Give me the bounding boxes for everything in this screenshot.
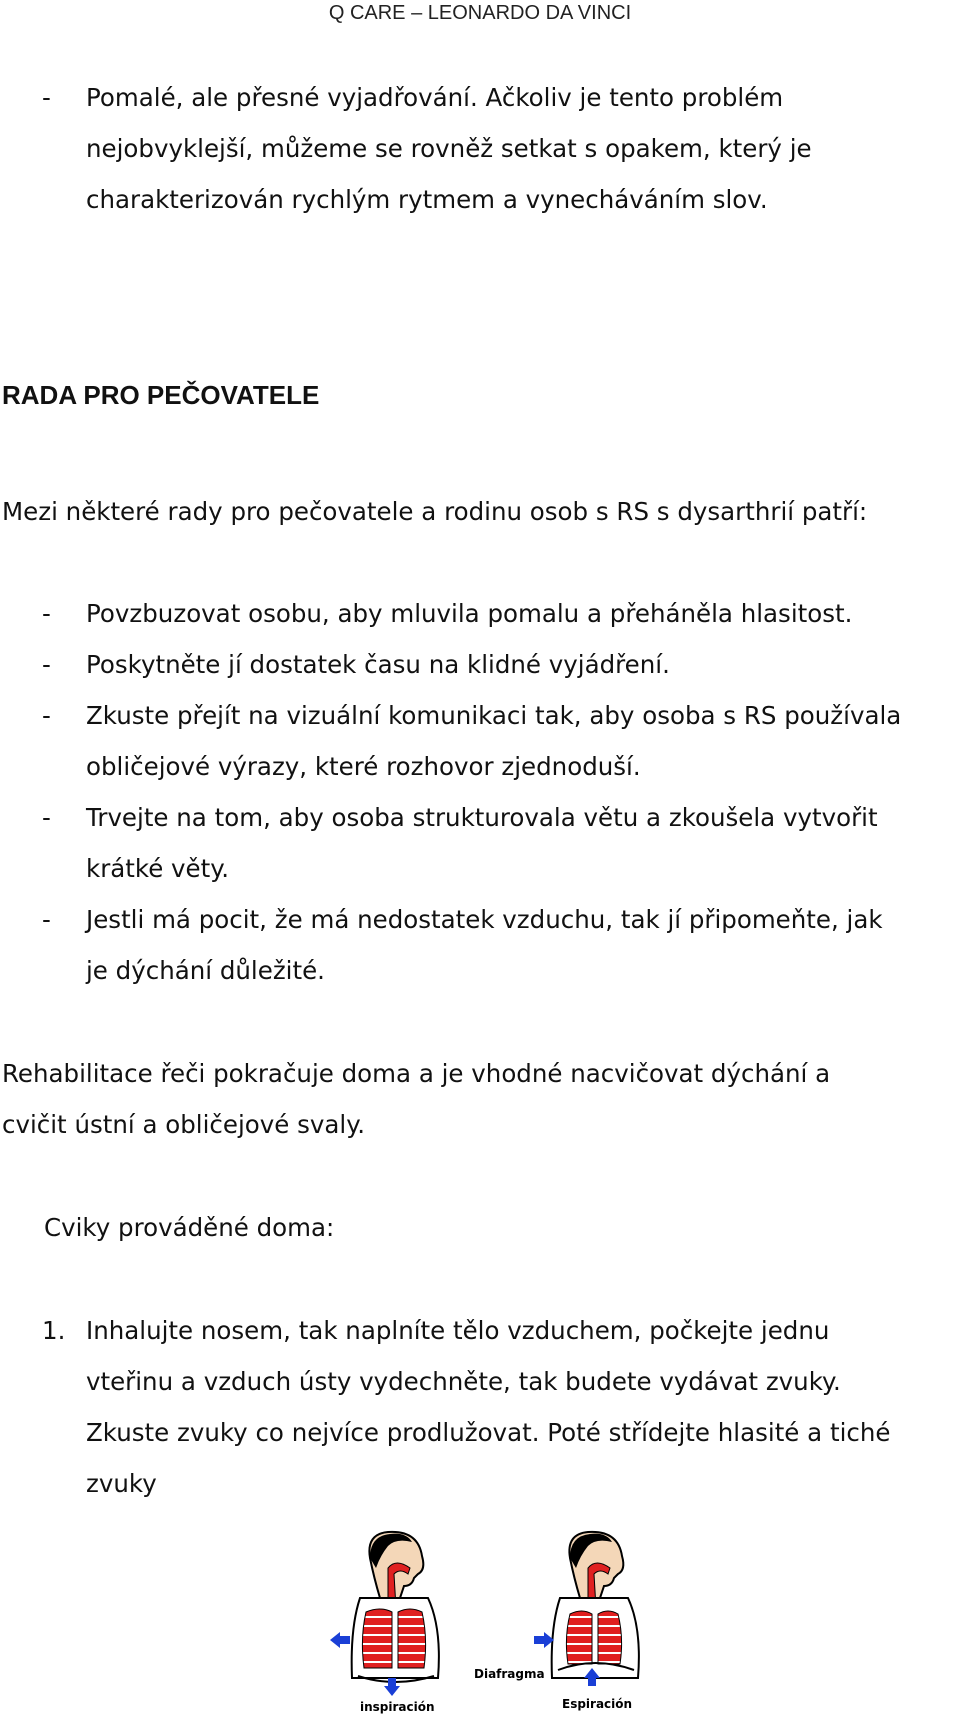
rehab-line-1: Rehabilitace řeči pokračuje doma a je vhodné nacvičovat dýchání a xyxy=(2,1059,831,1088)
breathing-illustration xyxy=(330,1528,730,1715)
tip-3-line-1: Zkuste přejít na vizuální komunikaci tak, aby osoba s RS používala xyxy=(86,701,902,730)
tip-2-line-1: Poskytněte jí dostatek času na klidné vyjádření. xyxy=(86,650,670,679)
expiration-figure xyxy=(534,1532,639,1686)
intro-line-2: nejobvyklejší, můžeme se rovněž setkat s opakem, který je xyxy=(86,134,812,163)
inspiration-figure xyxy=(330,1532,439,1696)
label-inspiration: inspiración xyxy=(360,1700,435,1714)
tip-3-marker: - xyxy=(42,701,51,730)
intro-line-1: Pomalé, ale přesné vyjadřování. Ačkoliv je tento problém xyxy=(86,83,784,112)
exercise-1-line-2: vteřinu a vzduch ústy vydechněte, tak budete vydávat zvuky. xyxy=(86,1367,841,1396)
rehab-line-2: cvičit ústní a obličejové svaly. xyxy=(2,1110,366,1139)
tip-4-line-1: Trvejte na tom, aby osoba strukturovala větu a zkoušela vytvořit xyxy=(86,803,878,832)
label-diaphragm: Diafragma xyxy=(474,1667,545,1681)
lead-paragraph: Mezi některé rady pro pečovatele a rodinu osob s RS s dysarthrií patří: xyxy=(2,497,868,526)
tip-5-marker: - xyxy=(42,905,51,934)
label-expiration: Espiración xyxy=(562,1697,633,1711)
exercises-title: Cviky prováděné doma: xyxy=(44,1213,335,1242)
exercise-1-line-4: zvuky xyxy=(86,1469,157,1498)
arrow-right-icon xyxy=(534,1632,554,1648)
tip-1-line-1: Povzbuzovat osobu, aby mluvila pomalu a přeháněla hlasitost. xyxy=(86,599,853,628)
intro-line-3: charakterizován rychlým rytmem a vynecháváním slov. xyxy=(86,185,768,214)
tip-4-line-2: krátké věty. xyxy=(86,854,230,883)
tip-4-marker: - xyxy=(42,803,51,832)
section-heading: RADA PRO PEČOVATELE xyxy=(2,380,320,410)
page-header: Q CARE – LEONARDO DA VINCI xyxy=(328,2,632,24)
arrow-left-icon xyxy=(330,1632,350,1648)
tip-3-line-2: obličejové výrazy, které rozhovor zjednoduší. xyxy=(86,752,641,781)
tip-2-marker: - xyxy=(42,650,51,679)
list-marker: - xyxy=(42,83,51,112)
exercise-1-line-3: Zkuste zvuky co nejvíce prodlužovat. Poté střídejte hlasité a tiché xyxy=(86,1418,891,1447)
tip-5-line-2: je dýchání důležité. xyxy=(86,956,325,985)
tip-5-line-1: Jestli má pocit, že má nedostatek vzduchu, tak jí připomeňte, jak xyxy=(86,905,883,934)
tip-1-marker: - xyxy=(42,599,51,628)
exercise-1-line-1: Inhalujte nosem, tak naplníte tělo vzduchem, počkejte jednu xyxy=(86,1316,830,1345)
exercise-1-marker: 1. xyxy=(42,1316,66,1345)
